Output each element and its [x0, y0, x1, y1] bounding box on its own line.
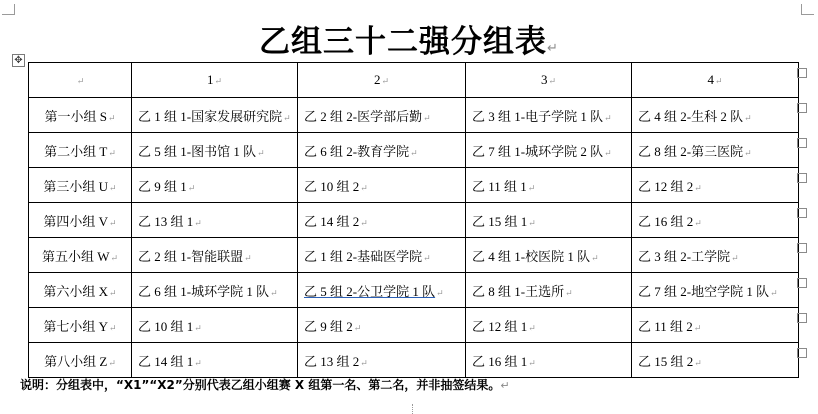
cell-end-mark-icon: ↵ [109, 322, 117, 333]
table-cell-text: 乙 14 组 1 [138, 353, 194, 369]
cell-end-mark-icon: ↵ [109, 287, 117, 298]
table-cell[interactable] [466, 133, 632, 168]
table-row [29, 343, 799, 378]
table-row [29, 238, 799, 273]
cell-end-mark-icon: ↵ [694, 357, 702, 368]
table-cell-text: 4 [707, 72, 714, 87]
table-cell-text: 乙 6 组 2-教育学院 [304, 143, 410, 159]
cell-end-mark-icon: ↵ [744, 147, 752, 158]
table-cell-text: 第八小组 Z [44, 353, 108, 369]
cell-end-mark-icon: ↵ [423, 252, 431, 263]
table-row [29, 203, 799, 238]
cell-end-mark-icon: ↵ [353, 322, 362, 333]
table-cell-text: 乙 16 组 2 [638, 213, 694, 229]
table-cell-text: 第一小组 S [44, 108, 107, 124]
table-cell-text: 乙 4 组 2-生科 2 队 [638, 108, 744, 124]
footnote [20, 376, 510, 393]
cell-end-mark-icon: ↵ [694, 217, 702, 228]
cell-end-mark-icon: ↵ [360, 182, 368, 193]
cell-end-mark-icon: ↵ [436, 287, 444, 298]
row-end-mark [797, 348, 807, 358]
table-cell-text: 乙 15 组 1 [472, 213, 528, 229]
table-cell-text: 乙 2 组 1-智能联盟 [138, 248, 244, 264]
table-cell-text: 乙 3 组 2-工学院 [638, 248, 731, 264]
cell-end-mark-icon: ↵ [109, 182, 117, 193]
table-cell[interactable] [632, 63, 799, 98]
table-row [29, 308, 799, 343]
footnote-text: 说明：分组表中，“X1”“X2”分别代表乙组小组赛 X 组第一名、第二名，并非抽签结果。 [20, 378, 501, 392]
table-cell[interactable] [466, 308, 632, 343]
cell-end-mark-icon: ↵ [76, 76, 85, 86]
table-cell-text: 乙 6 组 1-城环学院 1 队 [138, 283, 270, 299]
table-cell-text: 乙 5 组 2-公卫学院 1 队 [304, 283, 436, 299]
table-cell-text: 乙 13 组 2 [304, 353, 360, 369]
table-cell[interactable] [466, 238, 632, 273]
document-title-text: 乙组三十二强分组表 [259, 24, 548, 60]
cell-end-mark-icon: ↵ [731, 252, 739, 263]
table-cell-text: 乙 11 组 2 [638, 318, 693, 334]
cell-end-mark-icon: ↵ [214, 76, 223, 86]
table-cell-text: 乙 10 组 1 [138, 318, 194, 334]
table-cell[interactable] [298, 168, 466, 203]
table-cell[interactable] [132, 308, 298, 343]
table-cell-text: 乙 12 组 2 [638, 178, 694, 194]
table-cell-text: 乙 4 组 1-校医院 1 队 [472, 248, 591, 264]
table-cell[interactable] [298, 63, 466, 98]
page-corner-mark-left [2, 4, 15, 15]
cell-end-mark-icon: ↵ [528, 322, 536, 333]
table-cell[interactable] [298, 273, 466, 308]
table-cell-text: 第七小组 Y [43, 318, 109, 334]
paragraph-mark-icon: ↵ [500, 379, 510, 392]
table-cell[interactable] [132, 63, 298, 98]
table-cell-text: 1 [206, 72, 214, 87]
table-cell-text: 乙 15 组 2 [638, 353, 694, 369]
table-cell[interactable] [632, 98, 799, 133]
paragraph-mark-icon: ↵ [547, 41, 559, 56]
table-row [29, 133, 799, 168]
table-row [29, 273, 799, 308]
cell-end-mark-icon: ↵ [107, 112, 116, 123]
cell-end-mark-icon: ↵ [270, 287, 278, 298]
table-cell[interactable] [298, 98, 466, 133]
row-end-mark [797, 173, 807, 183]
table-cell-text: 乙 1 组 1-国家发展研究院 [138, 108, 283, 124]
table-cell-text: 乙 7 组 2-地空学院 1 队 [638, 283, 770, 299]
row-end-mark [797, 68, 807, 78]
table-cell[interactable] [466, 203, 632, 238]
table-cell[interactable] [298, 308, 466, 343]
cell-end-mark-icon: ↵ [528, 357, 536, 368]
cell-end-mark-icon: ↵ [604, 147, 612, 158]
cell-end-mark-icon: ↵ [714, 76, 723, 86]
table-cell-text: 乙 7 组 1-城环学院 2 队 [472, 143, 604, 159]
table-cell-text: 2 [373, 72, 381, 87]
table-row-label-cell[interactable] [29, 203, 132, 238]
page-corner-mark-right [801, 4, 814, 15]
table-cell[interactable] [132, 203, 298, 238]
table-cell-text: 第三小组 U [43, 178, 109, 194]
table-row-label-cell[interactable] [29, 63, 132, 98]
table-cell[interactable] [132, 238, 298, 273]
table-cell[interactable] [466, 63, 632, 98]
row-end-mark [797, 278, 807, 288]
table-cell[interactable] [298, 343, 466, 378]
cell-end-mark-icon: ↵ [591, 252, 599, 263]
table-cell[interactable] [632, 203, 799, 238]
table-cell[interactable] [632, 133, 799, 168]
table-header-row [29, 63, 799, 98]
table-cell-text: 3 [540, 72, 548, 87]
document-title [0, 16, 818, 61]
table-row-label-cell[interactable] [29, 168, 132, 203]
table-cell[interactable] [632, 343, 799, 378]
cell-end-mark-icon: ↵ [194, 217, 202, 228]
table-row-label-cell[interactable] [29, 98, 132, 133]
table-cell-text: 乙 1 组 2-基础医学院 [304, 248, 423, 264]
cell-end-mark-icon: ↵ [109, 217, 117, 228]
cell-end-mark-icon: ↵ [360, 357, 368, 368]
table-row-label-cell[interactable] [29, 238, 132, 273]
cell-end-mark-icon: ↵ [194, 322, 202, 333]
table-cell[interactable] [132, 168, 298, 203]
page-boundary-mark [412, 404, 414, 414]
cell-end-mark-icon: ↵ [527, 182, 536, 193]
cell-end-mark-icon: ↵ [257, 147, 265, 158]
table-cell-text: 乙 5 组 1-图书馆 1 队 [138, 143, 257, 159]
cell-end-mark-icon: ↵ [244, 252, 252, 263]
cell-end-mark-icon: ↵ [423, 112, 431, 123]
table-cell-text: 第二小组 T [44, 143, 108, 159]
table-row-label-cell[interactable] [29, 273, 132, 308]
cell-end-mark-icon: ↵ [194, 357, 202, 368]
cell-end-mark-icon: ↵ [565, 287, 573, 298]
cell-end-mark-icon: ↵ [108, 147, 116, 158]
table-row-label-cell[interactable] [29, 343, 132, 378]
cell-end-mark-icon: ↵ [360, 217, 368, 228]
table-cell-text: 乙 9 组 1 [138, 178, 187, 194]
table-cell-text: 乙 9 组 2 [304, 318, 353, 334]
cell-end-mark-icon: ↵ [528, 217, 536, 228]
table-cell[interactable] [466, 168, 632, 203]
table-cell[interactable] [632, 308, 799, 343]
group-table [28, 62, 799, 378]
table-row-label-cell[interactable] [29, 308, 132, 343]
table-row [29, 98, 799, 133]
table-cell[interactable] [298, 133, 466, 168]
table-cell[interactable] [466, 343, 632, 378]
row-end-mark [797, 208, 807, 218]
table-row [29, 168, 799, 203]
table-cell[interactable] [132, 343, 298, 378]
cell-end-mark-icon: ↵ [770, 287, 778, 298]
table-cell[interactable] [132, 98, 298, 133]
table-cell[interactable] [466, 273, 632, 308]
table-cell[interactable] [632, 238, 799, 273]
table-cell-text: 第四小组 V [43, 213, 109, 229]
table-row-label-cell[interactable] [29, 133, 132, 168]
table-cell-text: 乙 3 组 1-电子学院 1 队 [472, 108, 604, 124]
cell-end-mark-icon: ↵ [604, 112, 612, 123]
cell-end-mark-icon: ↵ [694, 182, 702, 193]
table-cell-text: 乙 8 组 2-第三医院 [638, 143, 744, 159]
table-cell-text: 乙 2 组 2-医学部后勤 [304, 108, 423, 124]
row-end-mark [797, 138, 807, 148]
table-cell[interactable] [632, 273, 799, 308]
cell-end-mark-icon: ↵ [744, 112, 752, 123]
table-cell-text: 乙 16 组 1 [472, 353, 528, 369]
cell-end-mark-icon: ↵ [410, 147, 418, 158]
table-cell[interactable] [132, 133, 298, 168]
table-cell-text: 乙 12 组 1 [472, 318, 528, 334]
table-move-handle-icon[interactable]: ✥ [12, 54, 25, 67]
table-cell-text: 第六小组 X [43, 283, 109, 299]
table-cell-text: 乙 14 组 2 [304, 213, 360, 229]
table-cell[interactable] [632, 168, 799, 203]
table-cell[interactable] [466, 98, 632, 133]
cell-end-mark-icon: ↵ [381, 76, 390, 86]
cell-end-mark-icon: ↵ [187, 182, 196, 193]
table-cell-text: 第五小组 W [41, 248, 110, 264]
row-end-mark [797, 243, 807, 253]
cell-end-mark-icon: ↵ [548, 76, 557, 86]
table-cell[interactable] [132, 273, 298, 308]
table-cell-text: 乙 11 组 1 [472, 178, 527, 194]
cell-end-mark-icon: ↵ [283, 112, 291, 123]
row-end-mark [797, 313, 807, 323]
row-end-mark [797, 103, 807, 113]
table-cell[interactable] [298, 238, 466, 273]
table-cell[interactable] [298, 203, 466, 238]
cell-end-mark-icon: ↵ [110, 252, 119, 263]
table-cell-text: 乙 13 组 1 [138, 213, 194, 229]
cell-end-mark-icon: ↵ [108, 357, 116, 368]
table-cell-text: 乙 10 组 2 [304, 178, 360, 194]
table-cell-text: 乙 8 组 1-王选所 [472, 283, 565, 299]
cell-end-mark-icon: ↵ [693, 322, 702, 333]
